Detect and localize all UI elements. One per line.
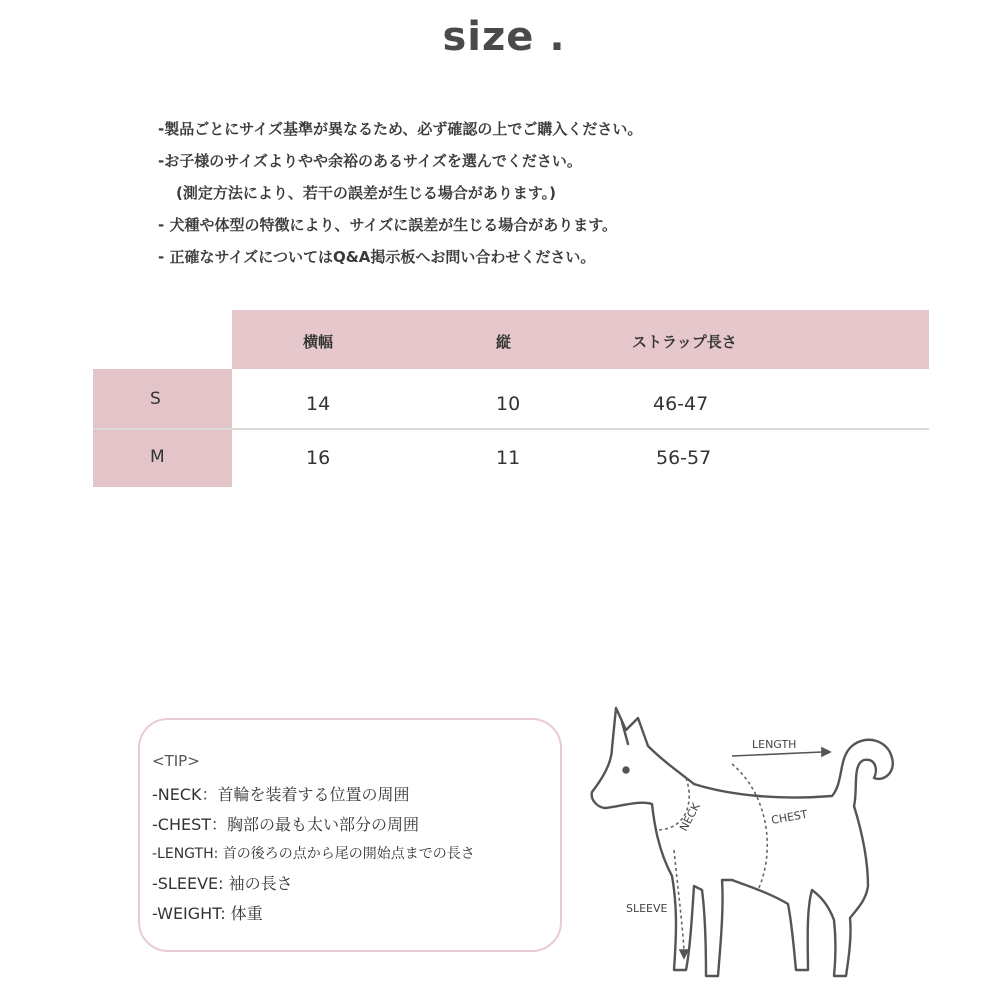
chest-measure-line xyxy=(732,764,767,890)
tip-chest: -CHEST：胸部の最も太い部分の周囲 xyxy=(152,815,420,834)
length-arrow-line xyxy=(732,752,822,756)
dog-outline-icon xyxy=(592,708,893,976)
cell-m-strap: 56-57 xyxy=(656,447,712,469)
tip-neck: -NECK：首輪を装着する位置の周囲 xyxy=(152,785,410,804)
note-5: - 正確なサイズについてはQ&A掲示板へお問い合わせください。 xyxy=(158,248,596,266)
header-height: 縦 xyxy=(496,333,512,351)
label-length: LENGTH xyxy=(752,738,797,751)
size-label-s: S xyxy=(150,389,161,409)
dog-measurement-diagram xyxy=(582,700,902,990)
size-label-m: M xyxy=(150,447,165,467)
note-1: -製品ごとにサイズ基準が異なるため、必ず確認の上でご購入ください。 xyxy=(158,120,643,138)
sleeve-arrowhead-icon xyxy=(680,950,688,958)
tip-sleeve: -SLEEVE: 袖の長さ xyxy=(152,874,293,893)
size-notes xyxy=(158,116,858,276)
cell-s-width: 14 xyxy=(306,393,331,415)
header-width: 横幅 xyxy=(303,333,334,351)
page-title: size . xyxy=(442,14,566,60)
cell-m-height: 11 xyxy=(496,447,521,469)
header-strap-length: ストラップ長さ xyxy=(632,333,737,351)
table-header-band xyxy=(232,310,929,369)
label-sleeve: SLEEVE xyxy=(626,902,668,915)
row-divider xyxy=(93,428,929,430)
tip-heading: <TIP> xyxy=(152,752,200,770)
tip-length: -LENGTH: 首の後ろの点から尾の開始点までの長さ xyxy=(152,846,475,862)
cell-s-strap: 46-47 xyxy=(653,393,709,415)
note-2: -お子様のサイズよりやや余裕のあるサイズを選んでください。 xyxy=(158,152,582,170)
note-4: - 犬種や体型の特徴により、サイズに誤差が生じる場合があります。 xyxy=(158,216,618,234)
tip-weight: -WEIGHT: 体重 xyxy=(152,904,263,923)
dog-eye-icon xyxy=(624,768,629,773)
cell-m-width: 16 xyxy=(306,447,331,469)
label-chest: CHEST xyxy=(770,807,809,827)
note-3: (測定方法により、若干の誤差が生じる場合があります。) xyxy=(176,184,557,202)
length-arrowhead-icon xyxy=(822,748,830,756)
cell-s-height: 10 xyxy=(496,393,521,415)
label-neck: NECK xyxy=(677,800,703,834)
